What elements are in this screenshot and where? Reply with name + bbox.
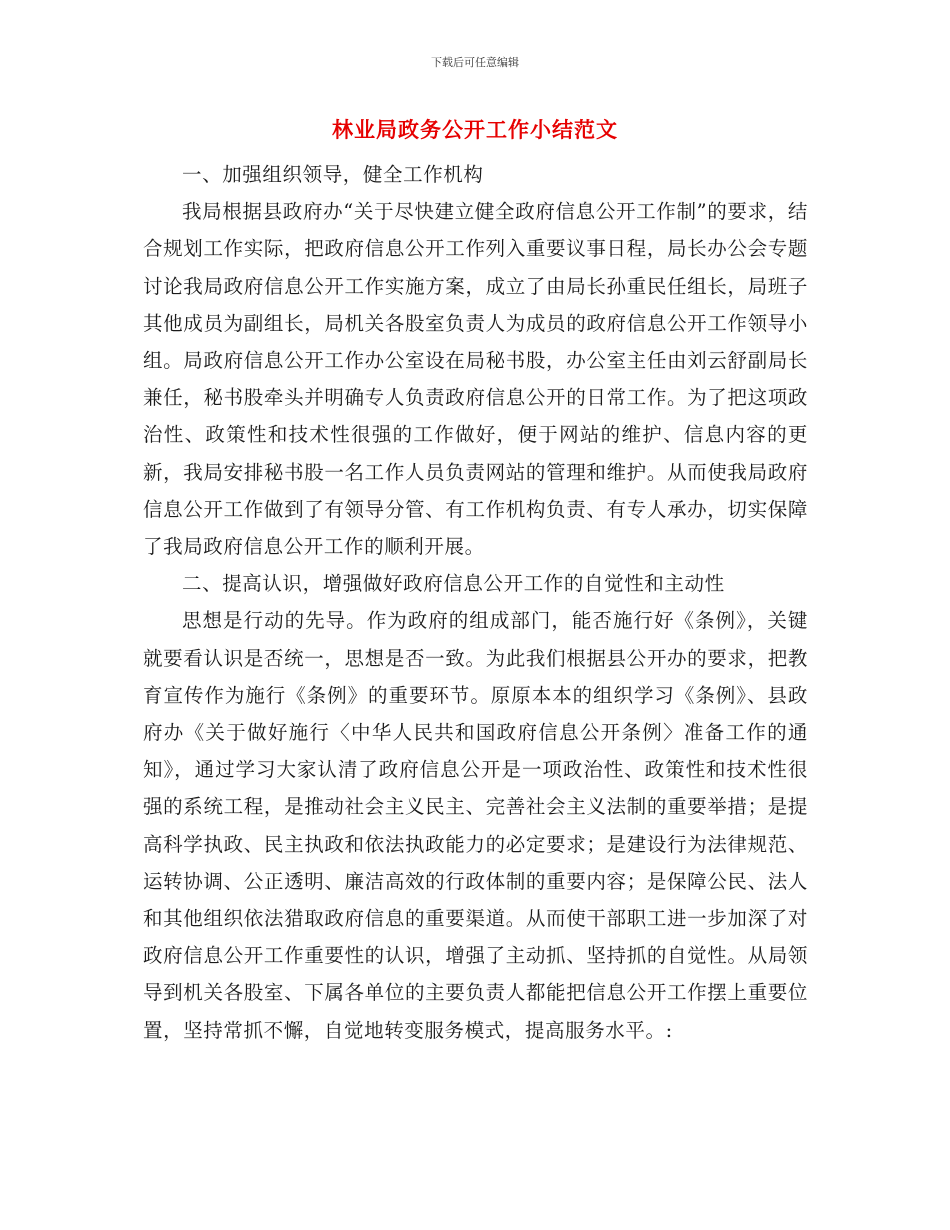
section-paragraph-1: 我局根据县政府办“关于尽快建立健全政府信息公开工作制”的要求，结合规划工作实际，把政府信息公开工作列入重要议事日程，局长办公会专题讨论我局政府信息公开工作实施方案，成立了由局长孙重民任组长，局班子其他成员为副组长，局机关各股室负责人为成员的政府信息公开工作领导小组。局政府信息公开工作办公室设在局秘书股，办公室主任由刘云舒副局长兼任，秘书股牵头并明确专人负责政府信息公开的日常工作。为了把这项政治性、政策性和技术性很强的工作做好，便于网站的维护、信息内容的更新，我局安排秘书股一名工作人员负责网站的管理和维护。从而使我局政府信息公开工作做到了有领导分管、有工作机构负责、有专人承办，切实保障了我局政府信息公开工作的顺利开展。 [143, 200, 808, 559]
document-body [143, 156, 808, 1049]
document-title: 林业局政务公开工作小结范文 [332, 118, 618, 142]
section-heading-1: 一、加强组织领导，健全工作机构 [182, 163, 484, 186]
header-note: 下载后可任意编辑 [431, 56, 519, 69]
section-paragraph-2: 思想是行动的先导。作为政府的组成部门，能否施行好《条例》，关键就要看认识是否统一，思想是否一致。为此我们根据县公开办的要求，把教育宣传作为施行《条例》的重要环节。原原本本的组织学习《条例》、县政府办《关于做好施行〈中华人民共和国政府信息公开条例〉准备工作的通知》，通过学习大家认清了政府信息公开是一项政治性、政策性和技术性很强的系统工程，是推动社会主义民主、完善社会主义法制的重要举措；是提高科学执政、民主执政和依法执政能力的必定要求；是建设行为法律规范、运转协调、公正透明、廉洁高效的行政体制的重要内容；是保障公民、法人和其他组织依法猎取政府信息的重要渠道。从而使干部职工进一步加深了对政府信息公开工作重要性的认识，增强了主动抓、坚持抓的自觉性。从局领导到机关各股室、下属各单位的主要负责人都能把信息公开工作摆上重要位置，坚持常抓不懈，自觉地转变服务模式，提高服务水平。: [143, 609, 808, 1042]
section-heading-2: 二、提高认识，增强做好政府信息公开工作的自觉性和主动性 [182, 572, 725, 596]
